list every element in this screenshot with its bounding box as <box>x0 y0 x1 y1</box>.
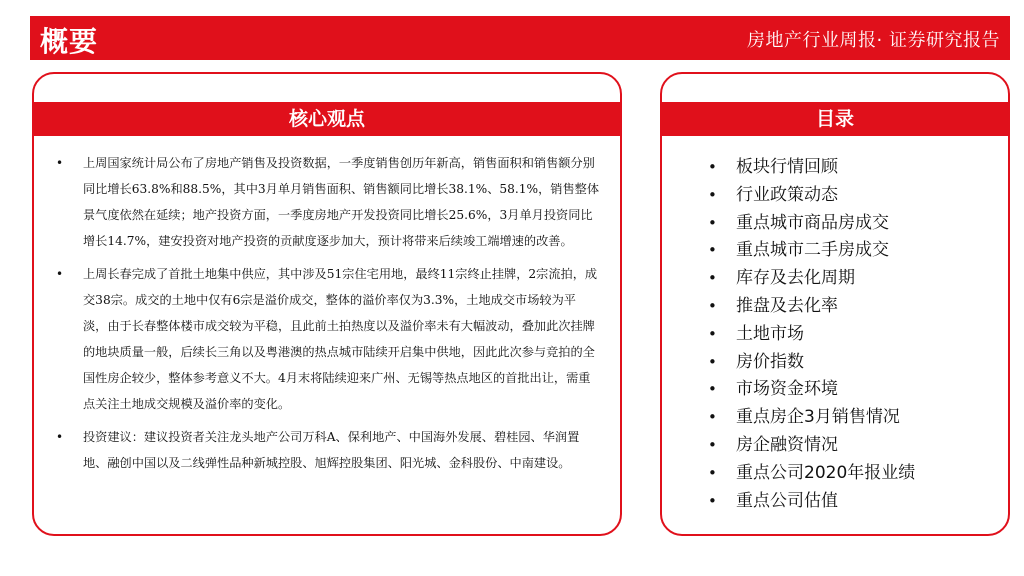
toc-item-label: 板块行情回顾 <box>736 157 838 177</box>
toc-item[interactable] <box>708 265 915 293</box>
header-bar <box>30 16 1010 60</box>
toc-item[interactable] <box>708 376 915 404</box>
toc-item[interactable] <box>708 349 915 377</box>
core-view-text: 投资建议：建议投资者关注龙头地产公司万科A、保利地产、中国海外发展、碧桂园、华润置地、融创中国以及二线弹性品种新城控股、旭辉控股集团、阳光城、金科股份、中南建设。 <box>83 430 580 470</box>
toc-item[interactable] <box>708 460 915 488</box>
core-view-text: 上周国家统计局公布了房地产销售及投资数据，一季度销售创历年新高，销售面积和销售额分别同比增长63.8%和88.5%，其中3月单月销售面积、销售额同比增长38.1%、58.1%，销售整体景气度依然在延续；地产投资方面，一季度房地产开发投资同比增长25.6%，3月单月投资同比增长14.7%，建安投资对地产投资的贡献度逐步加大，预计将带来后续竣工端增速的改善。 <box>83 156 600 248</box>
bullet-icon: • <box>708 408 717 427</box>
toc-item[interactable] <box>708 237 915 265</box>
bullet-icon: • <box>708 463 717 482</box>
toc-item-label: 重点房企3月销售情况 <box>736 407 900 428</box>
toc-item-label: 重点公司2020年报业绩 <box>736 462 916 483</box>
toc-item-label: 行业政策动态 <box>736 184 838 205</box>
toc-item-label: 库存及去化周期 <box>736 268 855 289</box>
bullet-icon: • <box>708 380 717 399</box>
toc-list <box>708 154 915 515</box>
toc-item-label: 房企融资情况 <box>736 434 838 455</box>
bullet-icon: • <box>708 324 717 343</box>
core-view-item <box>56 424 600 476</box>
bullet-icon: • <box>56 430 64 444</box>
toc-item-label: 土地市场 <box>736 323 804 344</box>
toc-item-label: 市场资金环境 <box>736 379 838 400</box>
bullet-icon: • <box>56 267 64 281</box>
page-title: 概要 <box>40 25 99 58</box>
core-views-title: 核心观点 <box>34 102 620 136</box>
core-view-text: 上周长春完成了首批土地集中供应，其中涉及51宗住宅用地，最终11宗终止挂牌，2宗流拍，成交38宗。成交的土地中仅有6宗是溢价成交，整体的溢价率仅为3.3%，土地成交市场较为平淡，由于长春整体楼市成交较为平稳，且此前土拍热度以及溢价率未有大幅波动，叠加此次挂牌的地块质量一般，后续长三角以及粤港澳的热点城市陆续开启集中供地，因此此次参与竞拍的全国性房企较少，整体参考意义不大。4月末将陆续迎来广州、无锡等热点地区的首批出让，需重点关注土地成交规模及溢价率的变化。 <box>83 267 598 411</box>
bullet-icon: • <box>708 435 717 454</box>
toc-item[interactable] <box>708 488 915 516</box>
bullet-icon: • <box>708 491 717 510</box>
toc-item-label: 房价指数 <box>736 351 804 372</box>
toc-item-label: 推盘及去化率 <box>736 295 838 316</box>
toc-item[interactable] <box>708 321 915 349</box>
toc-item-label: 重点城市商品房成交 <box>736 212 889 233</box>
bullet-icon: • <box>708 296 717 315</box>
core-view-item <box>56 261 600 417</box>
core-views-panel <box>32 72 622 536</box>
toc-item-label: 重点城市二手房成交 <box>736 240 889 261</box>
toc-item-label: 重点公司估值 <box>736 490 838 511</box>
toc-item[interactable] <box>708 154 915 182</box>
bullet-icon: • <box>708 352 717 371</box>
toc-item[interactable] <box>708 210 915 238</box>
toc-item[interactable] <box>708 182 915 210</box>
bullet-icon: • <box>708 269 717 288</box>
toc-title: 目录 <box>662 102 1008 136</box>
core-view-item <box>56 150 600 254</box>
bullet-icon: • <box>708 185 717 204</box>
core-views-list <box>56 150 600 483</box>
toc-item[interactable] <box>708 432 915 460</box>
toc-item[interactable] <box>708 293 915 321</box>
toc-item[interactable] <box>708 404 915 432</box>
bullet-icon: • <box>56 156 64 170</box>
bullet-icon: • <box>708 241 717 260</box>
report-name: 房地产行业周报· 证券研究报告 <box>747 30 1000 51</box>
bullet-icon: • <box>708 158 717 176</box>
bullet-icon: • <box>708 213 717 232</box>
toc-panel <box>660 72 1010 536</box>
